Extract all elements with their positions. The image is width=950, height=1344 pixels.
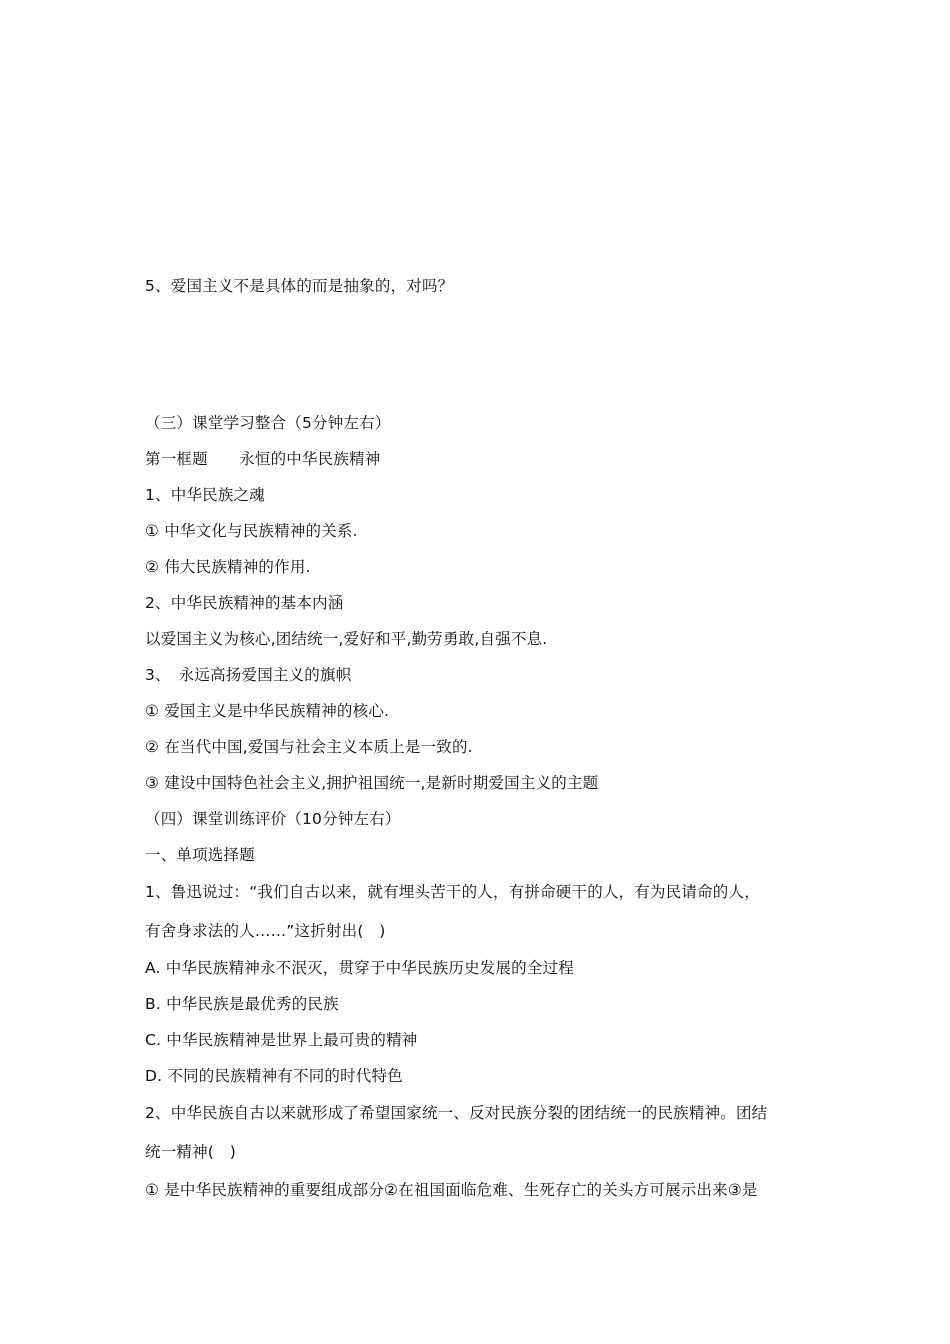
item-1-point-2: ② 伟大民族精神的作用.: [145, 558, 311, 576]
question-2-line-3: ① 是中华民族精神的重要组成部分②在祖国面临危难、生死存亡的关头方可展示出来③是: [145, 1181, 758, 1199]
question-1-option-c: C. 中华民族精神是世界上最可贵的精神: [145, 1031, 418, 1049]
item-3-point-3: ③ 建设中国特色社会主义,拥护祖国统一,是新时期爱国主义的主题: [145, 774, 599, 792]
frame-1-title: 第一框题 永恒的中华民族精神: [145, 450, 381, 468]
item-2-text: 以爱国主义为核心,团结统一,爱好和平,勤劳勇敢,自强不息.: [145, 630, 548, 648]
question-1-option-a: A. 中华民族精神永不泯灭，贯穿于中华民族历史发展的全过程: [145, 959, 574, 977]
item-1-point-1: ① 中华文化与民族精神的关系.: [145, 522, 358, 540]
question-2-line-2: 统一精神( ): [145, 1143, 236, 1161]
section-4-title: （四）课堂训练评价（10分钟左右）: [145, 810, 401, 828]
question-2-line-1: 2、中华民族自古以来就形成了希望国家统一、反对民族分裂的团结统一的民族精神。团结: [145, 1104, 768, 1122]
question-5: 5、爱国主义不是具体的而是抽象的，对吗？: [145, 277, 454, 295]
section-3-title: （三）课堂学习整合（5分钟左右）: [145, 414, 391, 432]
question-1-line-1: 1、鲁迅说过：“我们自古以来，就有埋头苦干的人，有拼命硬干的人，有为民请命的人，: [145, 883, 760, 901]
item-3-point-1: ① 爱国主义是中华民族精神的核心.: [145, 702, 390, 720]
part-1-title: 一、单项选择题: [145, 846, 255, 864]
item-1-title: 1、中华民族之魂: [145, 486, 265, 504]
question-1-option-b: B. 中华民族是最优秀的民族: [145, 995, 339, 1013]
question-1-line-2: 有舍身求法的人……”这折射出( ): [145, 922, 386, 940]
item-3-point-2: ② 在当代中国,爱国与社会主义本质上是一致的.: [145, 738, 473, 756]
item-3-title: 3、 永远高扬爱国主义的旗帜: [145, 666, 352, 684]
item-2-title: 2、中华民族精神的基本内涵: [145, 594, 344, 612]
question-1-option-d: D. 不同的民族精神有不同的时代特色: [145, 1067, 403, 1085]
